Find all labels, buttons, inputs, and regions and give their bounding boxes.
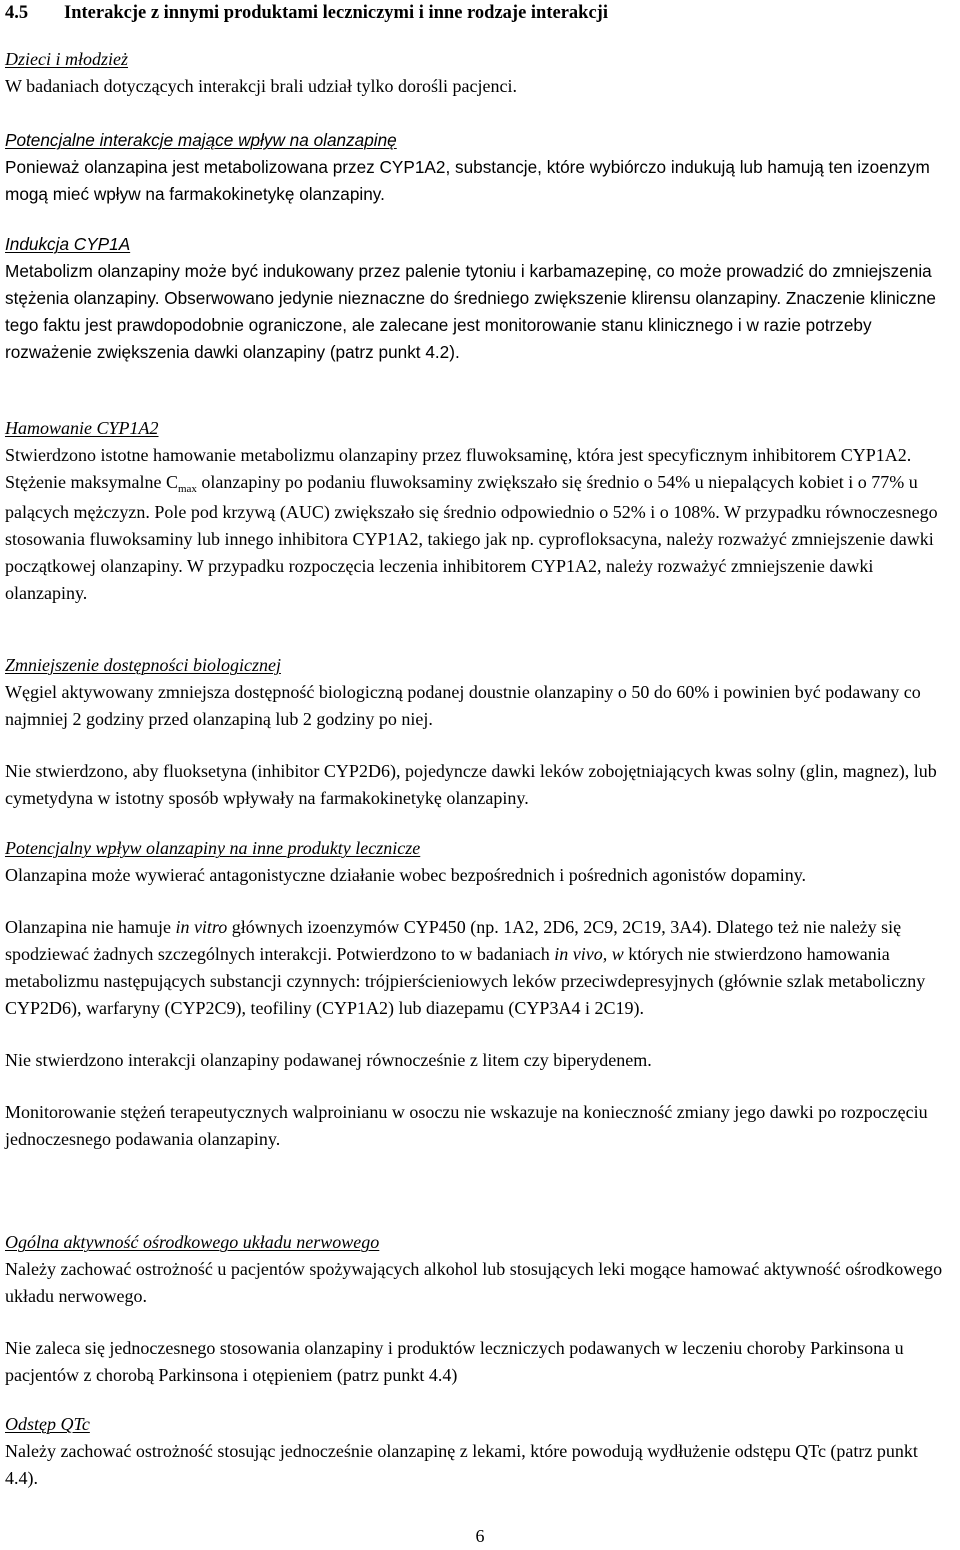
in-vitro-text: in vitro xyxy=(175,917,228,937)
p2-part-c: których nie stwierdzono hamowania metabolizmu następujących substancji czynnych: trójpierścieniowych leków przeciwdepresyjnych (głównie szlak metaboliczny CYP2D6), warfaryny (CYP2C9), teofiliny (CYP1A2) lub diazepamu (CYP3A4 i 2C19). xyxy=(5,944,926,1018)
p2-part-a: Olanzapina nie hamuje xyxy=(5,917,176,937)
children-block xyxy=(5,46,955,100)
qtc-block xyxy=(5,1411,955,1492)
potential-heading: Potencjalne interakcje mające wpływ na olanzapinę xyxy=(5,130,397,150)
cns-heading: Ogólna aktywność ośrodkowego układu nerwowego xyxy=(5,1232,380,1252)
inhibition-text xyxy=(5,442,955,607)
potential-block xyxy=(5,127,955,208)
cns-text2: Nie zaleca się jednoczesnego stosowania olanzapiny i produktów leczniczych podawanych w leczeniu choroby Parkinsona u pacjentów z chorobą Parkinsona i otępieniem (patrz punkt 4.4) xyxy=(5,1338,904,1385)
cns-block xyxy=(5,1229,955,1389)
children-heading: Dzieci i młodzież xyxy=(5,49,128,69)
other-products-p4: Monitorowanie stężeń terapeutycznych walproinianu w osoczu nie wskazuje na konieczność zmiany jego dawki po rozpoczęciu jednoczesnego podawania olanzapiny. xyxy=(5,1102,928,1149)
inhibition-text-b: olanzapiny po podaniu fluwoksaminy zwiększało się średnio o 54% u niepalących kobiet i o 77% u palących mężczyzn. Pole pod krzywą (AUC) zwiększało się średnio odpowiednio o 52% i o 108%. W przypadku równoczesnego stosowania fluwoksaminy lub innego inhibitora CYP1A2, takiego jak np. cyprofloksacyna, należy rozważyć zmniejszenie dawki początkowej olanzapiny. W przypadku rozpoczęcia leczenia inhibitorem CYP1A2, należy rozważyć zmniejszenie dawki olanzapiny. xyxy=(5,472,938,603)
bioavailability-text: Węgiel aktywowany zmniejsza dostępność biologiczną podanej doustnie olanzapiny o 50 do 60% i powinien być podawany co najmniej 2 godziny przed olanzapiną lub 2 godziny po niej. xyxy=(5,682,921,729)
inhibition-heading: Hamowanie CYP1A2 xyxy=(5,418,159,438)
children-text: W badaniach dotyczących interakcji brali udział tylko dorośli pacjenci. xyxy=(5,76,517,96)
other-products-heading: Potencjalny wpływ olanzapiny na inne produkty lecznicze xyxy=(5,838,421,858)
qtc-text: Należy zachować ostrożność stosując jednocześnie olanzapinę z lekami, które powodują wydłużenie odstępu QTc (patrz punkt 4.4). xyxy=(5,1441,918,1488)
p2-part-b: głównych izoenzymów CYP450 (np. 1A2, 2D6, 2C9, 2C19, 3A4). Dlatego też nie należy się spodziewać żadnych szczególnych interakcji. Potwierdzono to w badaniach xyxy=(5,917,902,964)
inhibition-text-a: Stwierdzono istotne hamowanie metabolizmu olanzapiny przez fluwoksaminę, która jest specyficznym inhibitorem CYP1A2. Stężenie maksymalne C xyxy=(5,445,912,492)
induction-text-span: Metabolizm olanzapiny może być indukowany przez palenie tytoniu i karbamazepinę, co może prowadzić do zmniejszenia stężenia olanzapiny. Obserwowano jedynie nieznaczne do średniego zwiększenie klirensu olanzapiny. Znaczenie kliniczne tego faktu jest prawdopodobnie ograniczone, ale zalecane jest monitorowanie stanu klinicznego i w razie potrzeby rozważenie zwiększenia dawki olanzapiny (patrz punkt 4.2). xyxy=(5,261,936,362)
inhibition-block xyxy=(5,415,955,607)
cmax-subscript: max xyxy=(177,483,197,495)
induction-text xyxy=(5,258,955,366)
bioavailability-heading: Zmniejszenie dostępności biologicznej xyxy=(5,655,281,675)
potential-text: Ponieważ olanzapina jest metabolizowana przez CYP1A2, substancje, które wybiórczo indukują lub hamują ten izoenzym mogą mieć wpływ na farmakokinetykę olanzapiny. xyxy=(5,157,930,204)
qtc-heading: Odstęp QTc xyxy=(5,1414,90,1434)
in-vivo-text: in vivo, w xyxy=(554,944,624,964)
other-products-p2 xyxy=(5,914,955,1022)
bioavailability-block xyxy=(5,652,955,812)
section-title: Interakcje z innymi produktami leczniczymi i inne rodzaje interakcji xyxy=(64,3,608,23)
other-products-p3: Nie stwierdzono interakcji olanzapiny podawanej równocześnie z litem czy biperydenem. xyxy=(5,1050,652,1070)
cns-text: Należy zachować ostrożność u pacjentów spożywających alkohol lub stosujących leki mogące hamować aktywność ośrodkowego układu nerwowego. xyxy=(5,1259,943,1306)
section-number: 4.5 xyxy=(5,3,29,23)
induction-heading: Indukcja CYP1A xyxy=(5,234,131,254)
page-number: 6 xyxy=(475,1526,485,1546)
induction-block xyxy=(5,231,955,366)
other-products-block xyxy=(5,835,955,1153)
bioavailability-text2: Nie stwierdzono, aby fluoksetyna (inhibitor CYP2D6), pojedyncze dawki leków zobojętniających kwas solny (glin, magnez), lub cymetydyna w istotny sposób wpływały na farmakokinetykę olanzapiny. xyxy=(5,761,937,808)
section-heading xyxy=(5,0,955,27)
other-products-text: Olanzapina może wywierać antagonistyczne działanie wobec bezpośrednich i pośrednich agonistów dopaminy. xyxy=(5,865,807,885)
